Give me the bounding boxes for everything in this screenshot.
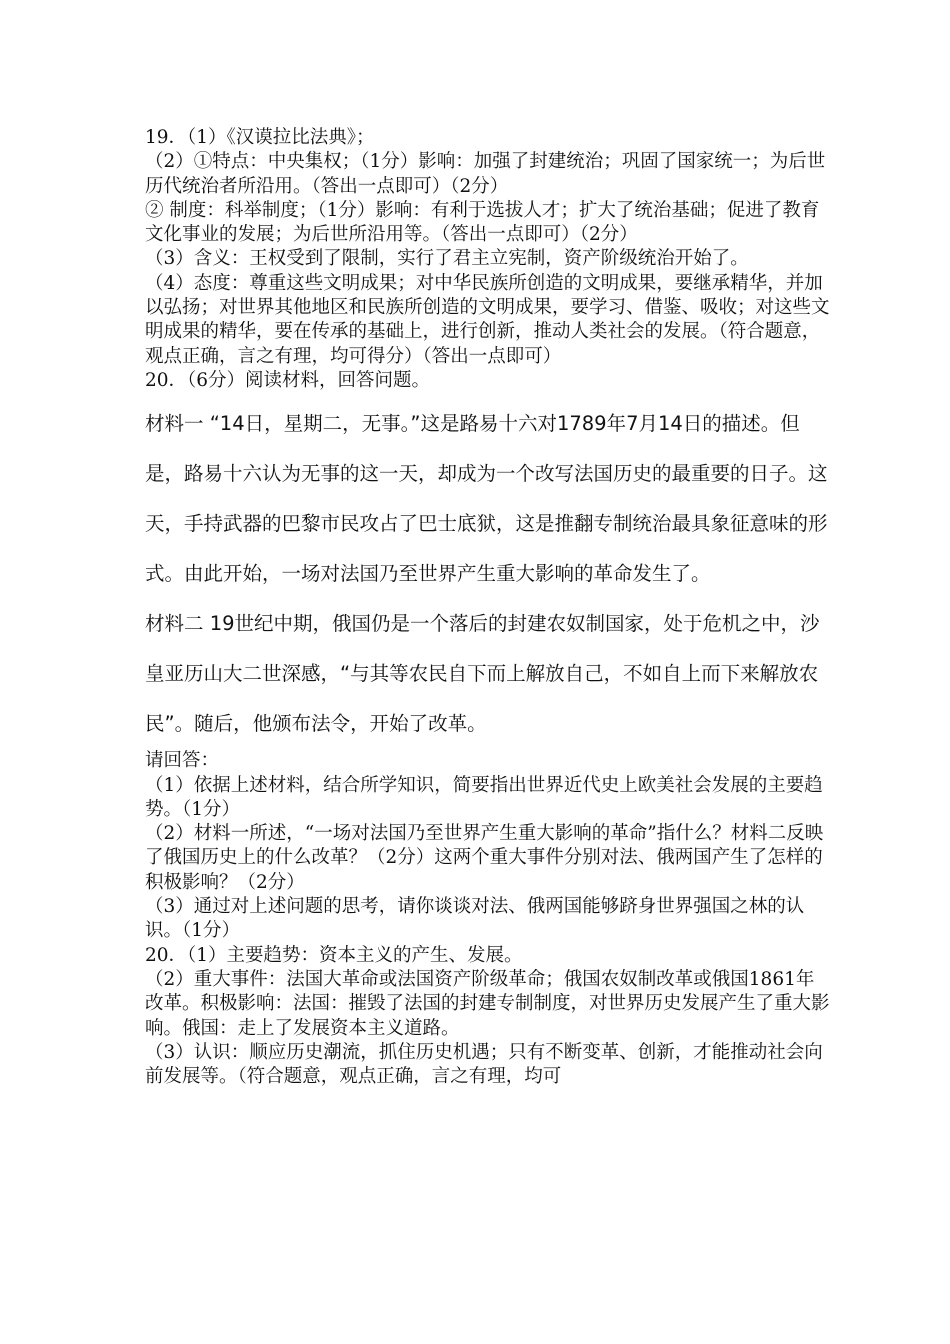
- question-20-prompt: 请回答：: [145, 750, 220, 772]
- question-20-sub-3: （3）通过对上述问题的思考，请你谈谈对法、俄两国能够跻身世界强国之林的认识。（1分）: [145, 896, 805, 942]
- question-20-sub-1: （1）依据上述材料，结合所学知识，简要指出世界近代史上欧美社会发展的主要趋势。（1分）: [145, 774, 823, 820]
- answer-19-part-3: （3）含义：王权受到了限制，实行了君主立宪制，资产阶级统治开始了。: [145, 248, 749, 270]
- material-2: 材料二 19世纪中期，俄国仍是一个落后的封建农奴制国家，处于危机之中，沙皇亚历山大二世深感，“与其等农民自下而上解放自己，不如自上而下来解放农民”。随后，他颁布法令，开始了改革。: [145, 612, 820, 736]
- answer-19-part-4: （4）态度：尊重这些文明成果；对中华民族所创造的文明成果，要继承精华，并加以弘扬；对世界其他地区和民族所创造的文明成果，要学习、借鉴、吸收；对这些文明成果的精华，要在传承的基础上，进行创新，推动人类社会的发展。（符合题意，观点正确，言之有理，均可得分）（答出一点即可）: [145, 272, 830, 367]
- question-20-sub-2: （2）材料一所述，“一场对法国乃至世界产生重大影响的革命”指什么？材料二反映了俄国历史上的什么改革？（2分）这两个重大事件分别对法、俄两国产生了怎样的积极影响？（2分）: [145, 823, 824, 893]
- question-20-heading: 20．（6分）阅读材料，回答问题。: [145, 369, 431, 391]
- answer-20-part-3: （3）认识：顺应历史潮流，抓住历史机遇；只有不断变革、创新，才能推动社会向前发展等。（符合题意，观点正确，言之有理，均可: [145, 1041, 823, 1088]
- answer-20-part-1: 20．（1）主要趋势：资本主义的产生、发展。: [145, 944, 523, 966]
- answer-19-part-2-1: （2）①特点：中央集权；（1分）影响：加强了封建统治；巩固了国家统一；为后世历代统治者所沿用。（答出一点即可）（2分）: [145, 151, 826, 197]
- material-1: 材料一 “14日，星期二，无事。”这是路易十六对1789年7月14日的描述。但是，路易十六认为无事的这一天，却成为一个改写法国历史的最重要的日子。这天，手持武器的巴黎市民攻占了巴士底狱，这是推翻专制统治最具象征意味的形式。由此开始，一场对法国乃至世界产生重大影响的革命发生了。: [145, 412, 828, 586]
- answer-19-part-2-2: ② 制度：科举制度；（1分）影响：有利于选拔人才；扩大了统治基础；促进了教育文化事业的发展；为后世所沿用等。（答出一点即可）（2分）: [145, 199, 820, 246]
- answer-19-line-1: 19．（1）《汉谟拉比法典》；: [145, 127, 375, 148]
- document-page: [145, 126, 830, 1089]
- answer-20-part-2: （2）重大事件：法国大革命或法国资产阶级革命；俄国农奴制改革或俄国1861年改革。积极影响：法国：摧毁了法国的封建专制制度，对世界历史发展产生了重大影响。俄国：走上了发展资本主义道路。: [145, 968, 830, 1039]
